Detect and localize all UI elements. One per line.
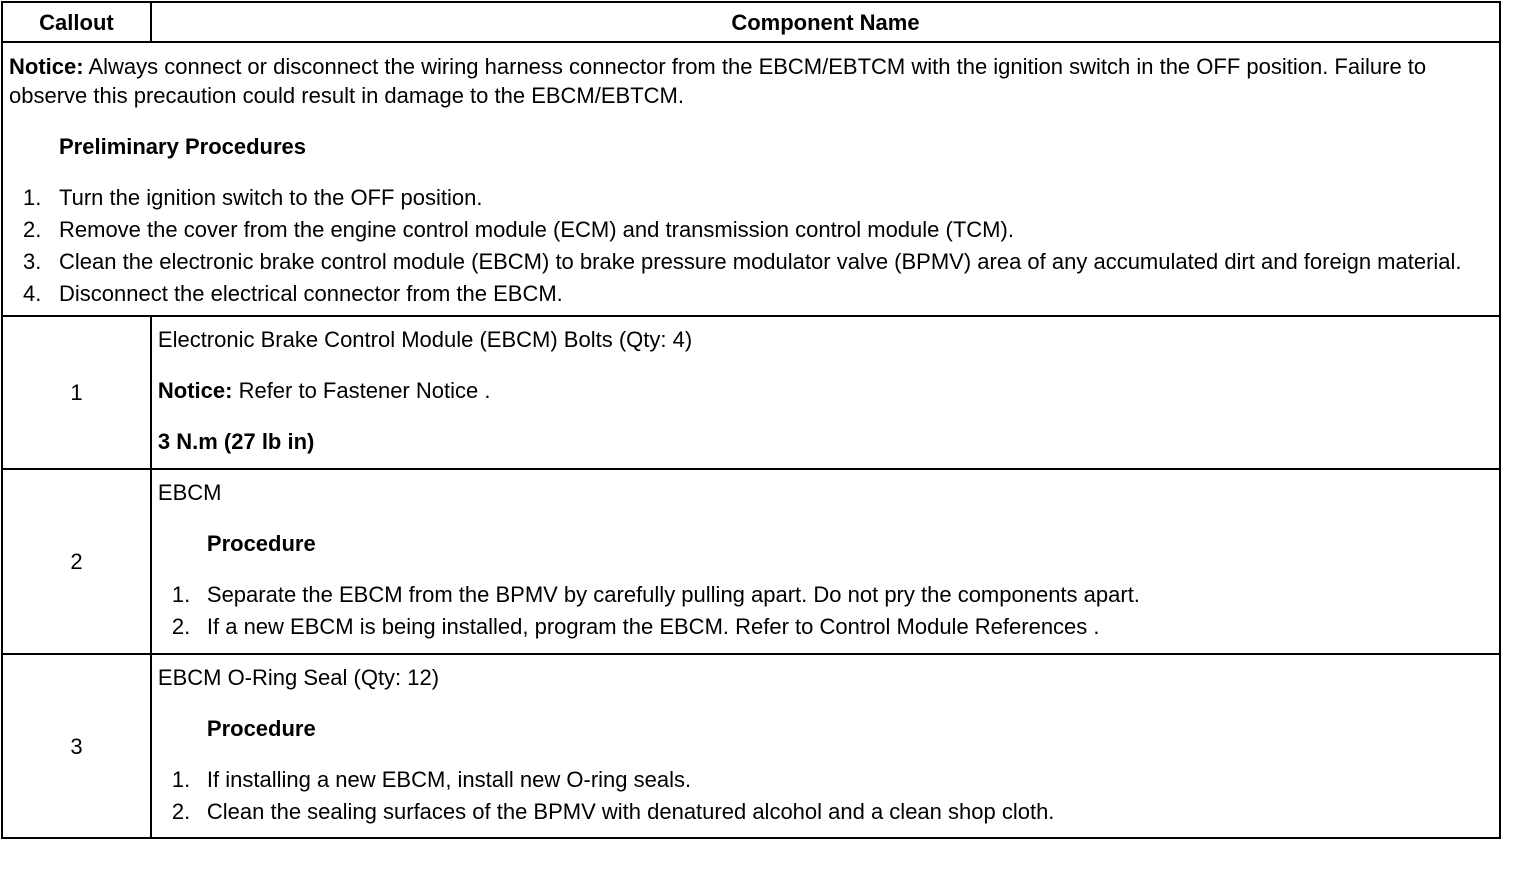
component-name: Electronic Brake Control Module (EBCM) Bolts (Qty: 4) xyxy=(157,327,693,352)
fastener-notice-text: Refer to Fastener Notice . xyxy=(232,378,491,403)
component-name: EBCM O-Ring Seal (Qty: 12) xyxy=(157,665,440,690)
procedure-heading: Procedure xyxy=(206,716,316,741)
step-text: If installing a new EBCM, install new O-ring seals. xyxy=(206,767,692,792)
component-cell xyxy=(151,469,1500,654)
callout-cell: 3 xyxy=(2,654,151,838)
list-item xyxy=(158,765,1493,794)
list-item xyxy=(158,797,1493,826)
step-text: Disconnect the electrical connector from the EBCM. xyxy=(59,281,563,306)
list-item xyxy=(158,612,1493,641)
callout-cell: 1 xyxy=(2,316,151,469)
list-item xyxy=(9,215,1493,244)
fastener-notice-label: Notice: xyxy=(157,378,233,403)
step-text: Clean the electronic brake control module (EBCM) to brake pressure modulator valve (BPMV) area of any accumulated dirt and foreign material. xyxy=(59,249,1462,274)
component-name: EBCM xyxy=(157,480,222,505)
notice-paragraph xyxy=(9,52,1493,110)
notice-text: Always connect or disconnect the wiring harness connector from the EBCM/EBTCM with the ignition switch in the OFF position. Failure to observe this precaution could result in damage to the EBCM/EBTCM. xyxy=(9,54,1427,108)
callout-header: Callout xyxy=(2,2,151,42)
step-number: 1. xyxy=(171,767,191,792)
table-row xyxy=(2,469,1500,654)
step-number: 4. xyxy=(23,281,42,306)
component-name-header: Component Name xyxy=(151,2,1500,42)
step-number: 1. xyxy=(171,582,191,607)
step-number: 2. xyxy=(23,217,42,242)
fastener-notice xyxy=(158,376,1493,405)
list-item xyxy=(9,279,1493,308)
step-text: Remove the cover from the engine control module (ECM) and transmission control module (TCM). xyxy=(59,217,1014,242)
notice-label: Notice: xyxy=(9,54,84,79)
component-cell xyxy=(151,654,1500,838)
list-item xyxy=(9,183,1493,212)
step-text: Separate the EBCM from the BPMV by carefully pulling apart. Do not pry the components apart. xyxy=(206,582,1140,607)
step-number: 2. xyxy=(171,799,191,824)
component-table xyxy=(1,1,1501,839)
procedure-heading: Procedure xyxy=(206,531,316,556)
step-text: If a new EBCM is being installed, program the EBCM. Refer to Control Module References . xyxy=(206,614,1100,639)
list-item xyxy=(9,247,1493,276)
list-item xyxy=(158,580,1493,609)
table-row xyxy=(2,654,1500,838)
table-row xyxy=(2,316,1500,469)
callout-cell: 2 xyxy=(2,469,151,654)
notice-row xyxy=(2,42,1500,316)
step-text: Turn the ignition switch to the OFF position. xyxy=(59,185,483,210)
component-cell xyxy=(151,316,1500,469)
step-number: 2. xyxy=(171,614,191,639)
step-text: Clean the sealing surfaces of the BPMV with denatured alcohol and a clean shop cloth. xyxy=(206,799,1055,824)
step-number: 3. xyxy=(23,249,42,274)
torque-spec: 3 N.m (27 lb in) xyxy=(157,429,315,454)
procedure-steps xyxy=(158,765,1493,826)
preliminary-heading: Preliminary Procedures xyxy=(59,134,307,159)
step-number: 1. xyxy=(23,185,42,210)
notice-cell xyxy=(2,42,1500,316)
preliminary-steps xyxy=(9,183,1493,308)
procedure-steps xyxy=(158,580,1493,641)
table-header-row xyxy=(2,2,1500,42)
